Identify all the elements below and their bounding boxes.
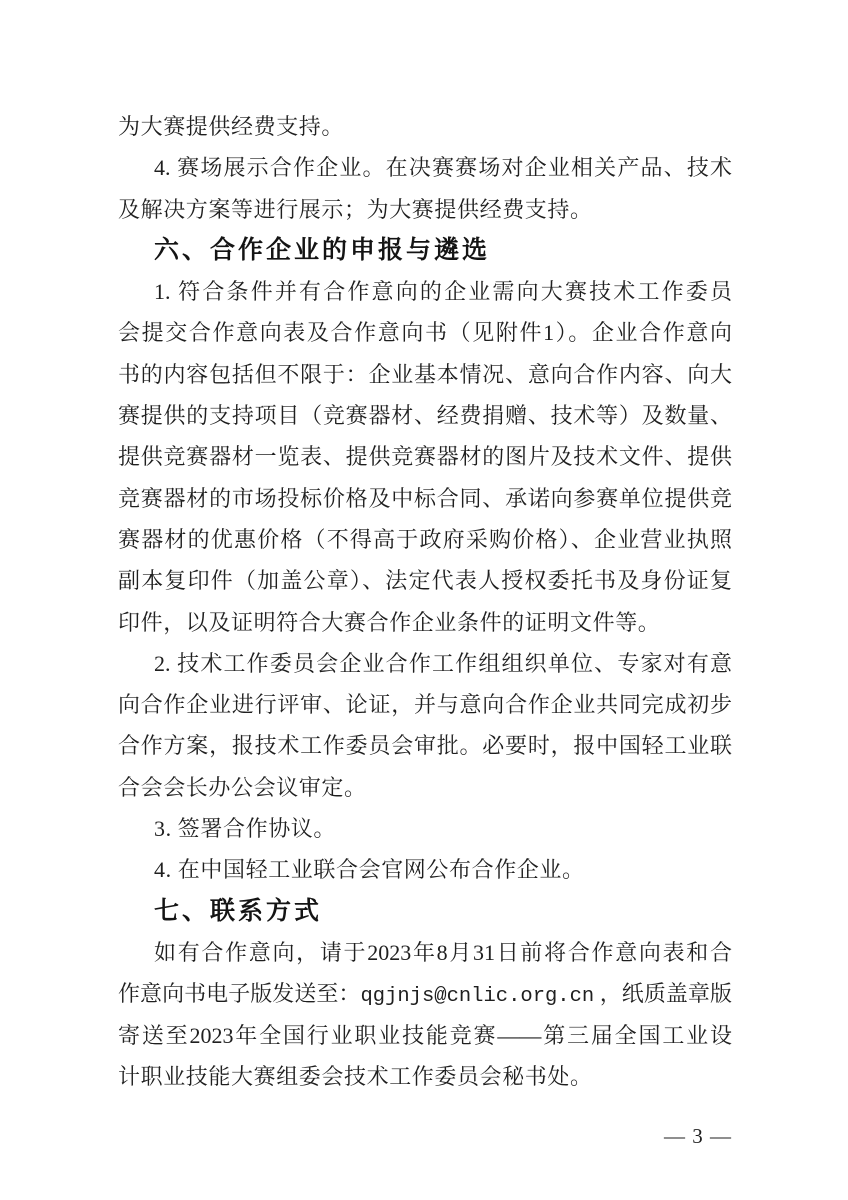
document-line: 提供竞赛器材一览表、提供竞赛器材的图片及技术文件、提供: [118, 444, 732, 470]
contact-line: [118, 973, 732, 1014]
document-line: 寄送至2023年全国行业职业技能竞赛——第三届全国工业设: [118, 1022, 732, 1048]
document-line: 4. 在中国轻工业联合会官网公布合作企业。: [154, 857, 585, 883]
email-address: qgjnjs@cnlic.org.cn: [360, 985, 595, 1009]
document-line: 如有合作意向，请于2023年8月31日前将合作意向表和合: [154, 939, 732, 965]
document-line: 赛提供的支持项目（竞赛器材、经费捐赠、技术等）及数量、: [118, 403, 732, 429]
document-line: 3. 签署合作协议。: [154, 816, 337, 842]
document-line: 及解决方案等进行展示；为大赛提供经费支持。: [118, 196, 593, 222]
section-heading-7: 七、联系方式: [154, 896, 323, 925]
document-line: 计职业技能大赛组委会技术工作委员会秘书处。: [118, 1063, 593, 1089]
document-body: [118, 106, 732, 1097]
document-line: 合作方案，报技术工作委员会审批。必要时，报中国轻工业联: [118, 733, 732, 759]
document-line: 印件，以及证明符合大赛合作企业条件的证明文件等。: [118, 609, 661, 635]
section-heading-6: 六、合作企业的申报与遴选: [154, 235, 491, 264]
document-line: 副本复印件（加盖公章）、法定代表人授权委托书及身份证复: [118, 568, 732, 594]
document-line: 4. 赛场展示合作企业。在决赛赛场对企业相关产品、技术: [154, 155, 732, 181]
document-line: 赛器材的优惠价格（不得高于政府采购价格）、企业营业执照: [118, 526, 732, 552]
document-line: 合会会长办公会议审定。: [118, 774, 367, 800]
contact-line-post: ，纸质盖章版: [594, 981, 732, 1007]
page-number: — 3 —: [664, 1124, 732, 1148]
document-line: 向合作企业进行评审、论证，并与意向合作企业共同完成初步: [118, 692, 732, 718]
document-line: 为大赛提供经费支持。: [118, 114, 345, 139]
document-line: 书的内容包括但不限于：企业基本情况、意向合作内容、向大: [118, 361, 732, 387]
document-line: 会提交合作意向表及合作意向书（见附件1）。企业合作意向: [118, 320, 732, 346]
document-line: 1. 符合条件并有合作意向的企业需向大赛技术工作委员: [154, 279, 732, 305]
contact-line-pre: 作意向书电子版发送至：: [118, 981, 361, 1007]
document-line: 2. 技术工作委员会企业合作工作组组织单位、专家对有意: [154, 650, 732, 676]
document-line: 竞赛器材的市场投标价格及中标合同、承诺向参赛单位提供竞: [118, 485, 732, 511]
